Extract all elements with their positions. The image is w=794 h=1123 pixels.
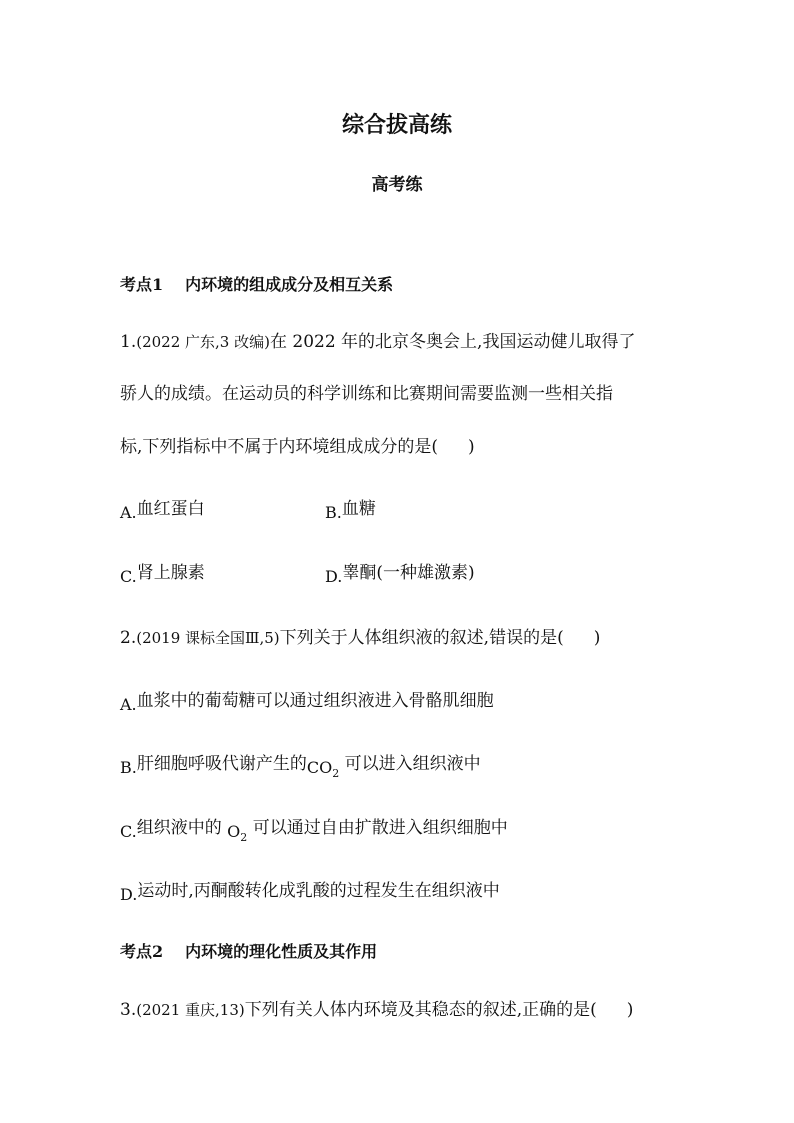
q1-option-d[interactable]: [325, 558, 475, 586]
option-text: 血红蛋白: [136, 499, 205, 519]
option-text: 血浆中的葡萄糖可以通过组织液进入骨骼肌细胞: [136, 691, 494, 711]
q1-option-c[interactable]: [120, 558, 205, 586]
q2-option-c[interactable]: [120, 813, 508, 845]
section-label: 考点2: [120, 942, 164, 961]
section-label: 考点1: [120, 275, 164, 294]
section-heading-2: [120, 939, 377, 962]
question-1-line-3: [120, 432, 475, 457]
question-stem: 下列关于人体组织液的叙述,错误的是(: [279, 628, 564, 648]
question-number: 3.: [120, 1000, 137, 1020]
option-text: 睾酮(一种雄激素): [342, 563, 475, 583]
option-text-pre: 肝细胞呼吸代谢产生的: [136, 754, 307, 774]
question-number: 2.: [120, 628, 137, 648]
section-title: 内环境的组成成分及相互关系: [185, 275, 394, 294]
question-number: 1.: [120, 332, 137, 352]
option-label: A.: [120, 695, 137, 714]
question-stem: 下列有关人体内环境及其稳态的叙述,正确的是(: [244, 1000, 597, 1020]
page-title: 综合拔高练: [341, 112, 452, 138]
question-source: (2021 重庆,13): [136, 1001, 245, 1019]
option-text-pre: 组织液中的: [136, 818, 228, 838]
section-title: 内环境的理化性质及其作用: [185, 942, 378, 961]
close-paren: ): [626, 1000, 634, 1020]
option-text: 运动时,丙酮酸转化成乳酸的过程发生在组织液中: [137, 881, 500, 901]
question-stem: 在 2022 年的北京冬奥会上,我国运动健儿取得了: [269, 332, 636, 352]
option-label: C.: [120, 822, 137, 841]
option-label: B.: [120, 758, 137, 777]
question-source: (2019 课标全国Ⅲ,5): [136, 629, 280, 647]
close-paren: ): [593, 628, 601, 648]
chem-subscript: 2: [240, 831, 248, 845]
option-label: C.: [120, 567, 137, 586]
option-label: A.: [120, 503, 137, 522]
option-text-post: 可以进入组织液中: [339, 754, 481, 774]
chem-symbol: CO: [306, 758, 333, 777]
question-3-stem: [120, 995, 633, 1020]
question-stem: 标,下列指标中不属于内环境组成成分的是(: [120, 437, 439, 457]
option-label: B.: [325, 503, 342, 522]
chem-formula: [227, 822, 248, 845]
section-heading-1: [120, 272, 393, 295]
chem-symbol: O: [227, 822, 241, 841]
page-subtitle: 高考练: [371, 175, 423, 195]
q2-option-a[interactable]: [120, 686, 494, 714]
q2-option-b[interactable]: [120, 749, 481, 781]
close-paren: ): [468, 437, 475, 457]
question-2-stem: [120, 623, 600, 648]
q1-option-b[interactable]: [325, 494, 376, 522]
chem-subscript: 2: [332, 767, 340, 781]
q1-option-a[interactable]: [120, 494, 205, 522]
option-text-post: 可以通过自由扩散进入组织细胞中: [247, 818, 508, 838]
question-1-line-1: [120, 327, 635, 352]
option-label: D.: [325, 567, 343, 586]
option-label: D.: [120, 885, 138, 904]
chem-formula: [306, 758, 340, 781]
q2-option-d[interactable]: [120, 876, 500, 904]
question-source: (2022 广东,3 改编): [136, 333, 270, 351]
question-1-line-2: 骄人的成绩。在运动员的科学训练和比赛期间需要监测一些相关指: [120, 384, 613, 404]
option-text: 肾上腺素: [136, 563, 205, 583]
option-text: 血糖: [341, 499, 376, 519]
